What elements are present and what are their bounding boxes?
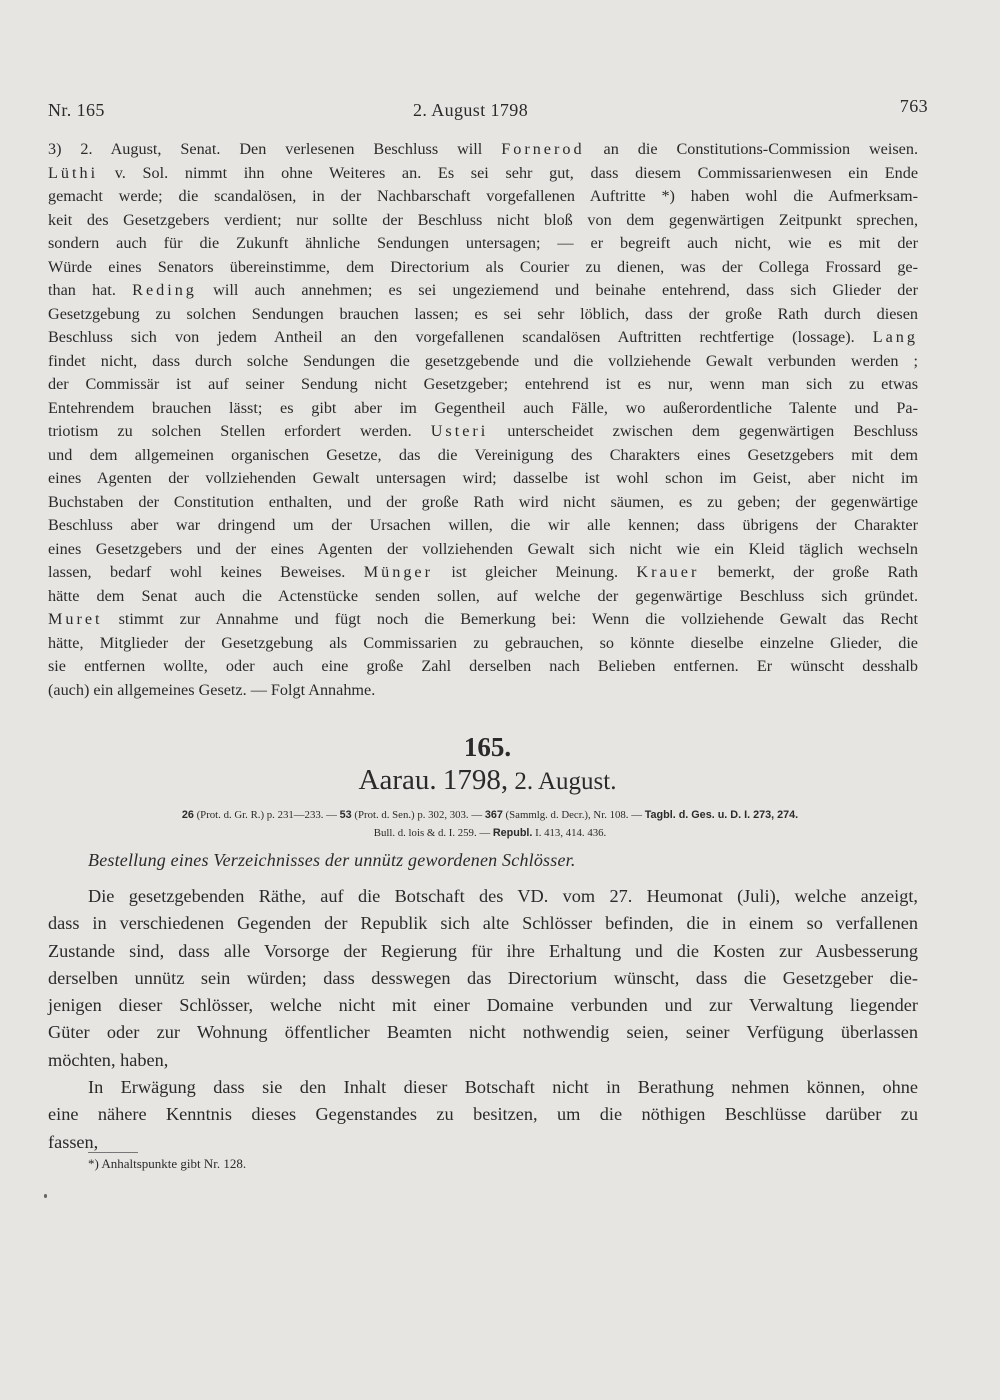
text-run: und dem allgemeinen organischen Gesetze, das die Vereinigung des Charakters eines Gesetzgebers mit dem [48, 445, 918, 464]
sources-line-2 [0, 824, 980, 842]
speaker-name: Münger [363, 563, 433, 581]
text-run: than hat. [48, 281, 133, 299]
speaker-name: Lang [872, 328, 918, 346]
text-line [48, 514, 918, 538]
document-year: 1798, [442, 764, 509, 796]
text-line [48, 185, 918, 209]
text-line [48, 162, 918, 186]
text-run: eines Gesetzgebers und der eines Agenten der vollziehenden Gewalt sich nicht wie ein Kleid täglich wechseln [48, 539, 918, 558]
text-run: (auch) ein allgemeines Gesetz. — Folgt Annahme. [48, 680, 376, 699]
text-line [48, 467, 918, 491]
text-line: Zustande sind, dass alle Vorsorge der Regierung für ihre Erhaltung und die Kosten zur Ausbesserung [48, 940, 918, 961]
text-run: triotism zu solchen Stellen erfordert werden. [48, 422, 431, 440]
senate-debate-text [48, 138, 918, 702]
citation-run: 26 [181, 809, 194, 821]
text-run: der Commissär ist auf seiner Sendung nicht Gesetzgeber; entehrend ist es nur, wenn man sich zu etwas [48, 375, 918, 393]
text-run: sie entfernen wollte, oder auch eine große Zahl derselben nach Belieben entfernen. Er wünscht desshalb [48, 657, 918, 675]
text-line [48, 350, 918, 374]
text-run: Gesetzgebung zu solchen Sendungen brauchen lassen; es sei sehr löblich, dass der große Rath durch diesen [48, 304, 918, 323]
text-run: ist gleicher Meinung. [432, 563, 637, 581]
text-run: unterscheidet zwischen dem gegenwärtigen Beschluss [488, 422, 918, 440]
speaker-name: Krauer [636, 563, 700, 581]
text-line: Die gesetzgebenden Räthe, auf die Botschaft des VD. vom 27. Heumonat (Juli), welche anzeigt, [88, 886, 918, 906]
text-run: an die Constitutions-Commission weisen. [584, 140, 918, 158]
text-run: Würde eines Senators übereinstimme, dem Directorium als Courier zu dienen, was der Collega Frossard ge- [48, 257, 918, 276]
text-line [48, 444, 918, 468]
text-run: will auch annehmen; es sei ungeziemend und beinahe entehrend, dass sich Glieder der [196, 281, 918, 299]
text-line: dass in verschiedenen Gegenden der Republik sich alte Schlösser befinden, die in einem so verfallenen [48, 913, 918, 934]
citation-run: 367 [484, 809, 503, 821]
text-line [48, 632, 918, 656]
text-run: keit des Gesetzgebers verdient; nur sollte der Beschluss nicht bloß von dem gegenwärtigen Zeitpunkt sprechen, [48, 210, 918, 229]
text-line: Güter oder zur Wohnung öffentlicher Beamten nicht nothwendig seien, seiner Verfügung überlassen [48, 1022, 918, 1043]
text-run: 3) 2. August, Senat. Den verlesenen Beschluss will [48, 140, 502, 158]
document-place: Aarau. [358, 764, 437, 796]
text-line [48, 138, 918, 162]
text-line [48, 326, 918, 350]
citation-run: Bull. d. lois & d. I. 259. — [373, 827, 493, 839]
text-run: hätte, Mitglieder der Gesetzgebung als Commissarien zu gebrauchen, so könnte dieselbe einzelne Glieder, die [48, 633, 918, 652]
text-line [48, 303, 918, 327]
text-run: hätte dem Senat auch die Actenstücke senden sollen, auf welche der gegenwärtige Beschluss sich gründet. [48, 586, 918, 605]
scan-speck [44, 1194, 47, 1198]
document-number-header: Nr. 165 [48, 100, 105, 120]
text-run: gemacht werde; die scandalösen, in der Nachbarschaft vorgefallenen Auftritte *) haben wohl die Aufmerksam- [48, 187, 918, 205]
text-run: lassen, bedarf wohl keines Beweises. [48, 563, 364, 581]
text-line [48, 679, 918, 703]
speaker-name: Usteri [430, 422, 489, 440]
text-line [48, 655, 918, 679]
document-date: 2. August. [514, 768, 617, 795]
text-line [48, 279, 918, 303]
text-line [48, 256, 918, 280]
text-line [48, 397, 918, 421]
date-header: 2. August 1798 [413, 100, 529, 120]
text-run: sondern auch für die Zukunft ähnliche Sendungen untersagen; — er begreift auch nicht, wie es mit der [48, 234, 918, 252]
text-run: stimmt zur Annahme und fügt noch die Bemerkung bei: Wenn die vollziehende Gewalt das Recht [102, 610, 918, 628]
text-line: eine nähere Kenntnis dieses Gegenstandes zu besitzen, um die nöthigen Beschlüsse darüber zu [48, 1104, 918, 1125]
text-line [48, 232, 918, 256]
sources-line-1 [0, 806, 980, 824]
citation-run: Republ. [492, 827, 533, 839]
speaker-name: Reding [132, 281, 197, 299]
document-number: 165. [463, 732, 512, 762]
footnote: *) Anhaltspunkte gibt Nr. 128. [88, 1156, 247, 1171]
text-line [48, 491, 918, 515]
page-number: 763 [899, 96, 928, 116]
citation-run: I. 413, 414. 436. [532, 827, 607, 839]
text-line [48, 608, 918, 632]
text-line [48, 538, 918, 562]
text-line: möchten, haben, [48, 1049, 169, 1070]
text-line [48, 561, 918, 585]
text-line [48, 373, 918, 397]
text-run: Beschluss aber war dringend um der Ursachen willen, die wir alle kennen; dass übrigens der Charakter [48, 516, 918, 534]
running-head [48, 96, 928, 124]
speaker-name: Fornerod [501, 140, 585, 158]
text-run: Buchstaben der Constitution enthalten, und der große Rath wird nicht säumen, es zu geben; der gegenwärtige [48, 492, 918, 511]
text-line [48, 209, 918, 233]
speaker-name: Muret [48, 610, 103, 628]
citation-run: (Sammlg. d. Decr.), Nr. 108. — [502, 809, 645, 821]
document-subtitle: Bestellung eines Verzeichnisses der unnütz gewordenen Schlösser. [88, 850, 576, 870]
text-run: Entehrendem brauchen lässt; es gibt aber im Gegentheil auch Fälle, wo außerordentliche Talente und Pa- [48, 398, 918, 417]
sources-citation [0, 806, 980, 842]
citation-run: 53 [339, 809, 352, 821]
text-run: findet nicht, dass durch solche Sendungen die gesetzgebende und die vollziehende Gewalt verbunden werden ; [48, 351, 918, 370]
text-run: v. Sol. nimmt ihn ohne Weiteres an. Es sei sehr gut, dass diesem Commissarienwesen ein Ende [98, 163, 918, 182]
text-line: jenigen dieser Schlösser, welche nicht mit einer Domaine verbunden und zur Verwaltung liegender [48, 995, 918, 1016]
text-run: bemerkt, der große Rath [699, 563, 919, 581]
decree-text [48, 883, 918, 1156]
citation-run: Tagbl. d. Ges. u. D. I. 273, 274. [644, 809, 799, 821]
text-line [48, 420, 918, 444]
text-run: eines Agenten der vollziehenden Gewalt untersagen wird; dasselbe ist wohl schon im Geist, aber nicht im [48, 469, 918, 487]
footnote-rule [88, 1152, 138, 1153]
text-line [48, 585, 918, 609]
speaker-name: Lüthi [48, 163, 99, 182]
text-run: Beschluss sich von jedem Antheil an den vorgefallenen scandalösen Auftritten rechtfertige (lossage). [48, 328, 873, 346]
text-line: derselben unnütz sein würden; dass desswegen das Directorium wünscht, dass die Gesetzgeber die- [48, 967, 918, 988]
citation-run: (Prot. d. Gr. R.) p. 231—233. — [193, 809, 340, 821]
document-place-date [0, 764, 975, 797]
text-line: In Erwägung dass sie den Inhalt dieser Botschaft nicht in Berathung nehmen können, ohne [88, 1077, 918, 1098]
text-line: fassen, [48, 1131, 99, 1152]
citation-run: (Prot. d. Sen.) p. 302, 303. — [351, 809, 485, 821]
